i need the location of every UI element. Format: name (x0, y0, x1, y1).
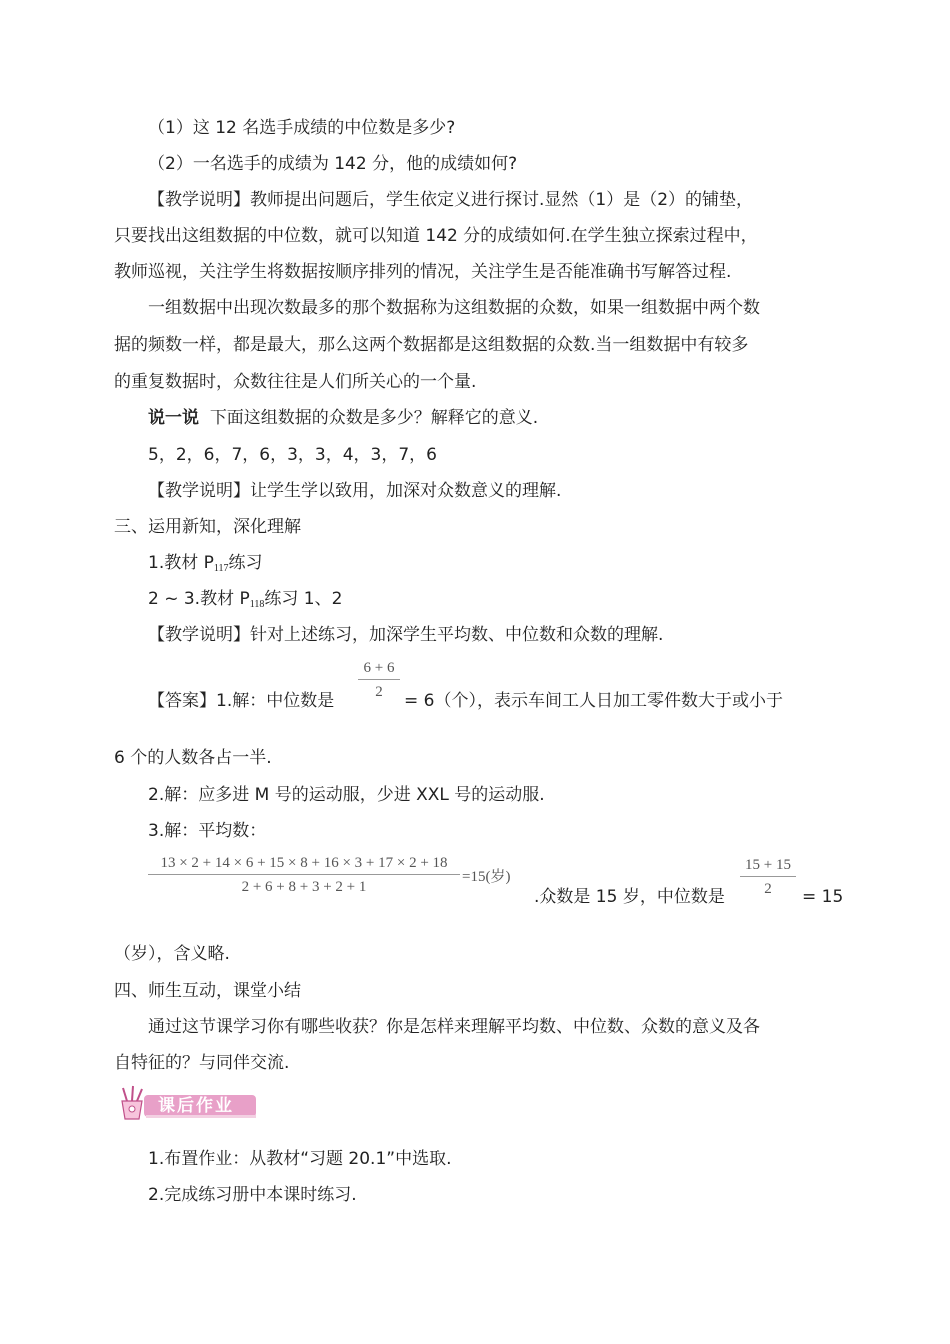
teaching-note-1-line-2: 只要找出这组数据的中位数，就可以知道 142 分的成绩如何.在学生独立探索过程中， (114, 226, 758, 246)
answer-3-mean-result: =15(岁) (462, 869, 511, 885)
teaching-note-2: 【教学说明】让学生学以致用，加深对众数意义的理解. (148, 481, 562, 501)
fraction-bar (358, 679, 400, 680)
answer-1-numerator: 6 + 6 (363, 660, 395, 676)
mode-definition-line-1: 一组数据中出现次数最多的那个数据称为这组数据的众数，如果一组数据中两个数 (148, 298, 760, 318)
exercise-2-prefix: 2 ~ 3.教材 P (148, 589, 250, 609)
pencil-cup-icon (122, 1086, 142, 1119)
mode-definition-line-2: 据的频数一样，都是最大，那么这两个数据都是这组数据的众数.当一组数据中有较多 (114, 335, 749, 355)
exercise-2-suffix: 练习 1、2 (264, 589, 343, 609)
data-list: 5，2，6，7，6，3，3，4，3，7，6 (148, 445, 437, 465)
answer-3-mean-fraction (148, 854, 460, 896)
question-2: （2）一名选手的成绩为 142 分，他的成绩如何? (148, 154, 518, 174)
answer-3-denominator: 2 + 6 + 8 + 3 + 2 + 1 (241, 879, 367, 895)
say-one-say (148, 406, 538, 430)
answer-3-median-result: = 15 (802, 887, 844, 907)
summary-line-2: 自特征的？与同伴交流. (114, 1053, 290, 1073)
exercise-2-page: 118 (249, 599, 265, 610)
answer-3-numerator: 13 × 2 + 14 × 6 + 15 × 8 + 16 × 3 + 17 × 2 + 18 (160, 855, 448, 871)
teaching-note-1-line-1: 【教学说明】教师提出问题后，学生依定义进行探讨.显然（1）是（2）的铺垫， (148, 190, 754, 210)
fraction-bar (740, 876, 796, 877)
mode-definition-line-3: 的重复数据时，众数往往是人们所关心的一个量. (114, 372, 477, 392)
summary-line-1: 通过这节课学习你有哪些收获？你是怎样来理解平均数、中位数、众数的意义及各 (148, 1017, 760, 1037)
answer-1-continued: 6 个的人数各占一半. (114, 748, 272, 768)
answer-3-label: 3.解：平均数： (148, 821, 267, 841)
answer-1-suffix: = 6（个），表示车间工人日加工零件数大于或小于 (404, 691, 783, 711)
say-label: 说一说 (148, 408, 199, 428)
homework-title: 课后作业 (158, 1096, 234, 1116)
exercise-1-page: 117 (213, 563, 229, 574)
answer-3-mode-text: .众数是 15 岁，中位数是 (534, 887, 725, 907)
section-4-heading: 四、师生互动，课堂小结 (114, 981, 301, 1001)
answer-1-denominator: 2 (375, 684, 383, 700)
answer-3-median-fraction (740, 856, 796, 898)
exercise-1-suffix: 练习 (228, 553, 263, 573)
question-1: （1）这 12 名选手成绩的中位数是多少? (148, 118, 456, 138)
exercise-1 (148, 551, 263, 581)
exercise-2 (148, 587, 342, 617)
homework-badge (116, 1085, 258, 1121)
exercise-1-prefix: 1.教材 P (148, 553, 214, 573)
answer-1-fraction (358, 659, 400, 701)
homework-item-2: 2.完成练习册中本课时练习. (148, 1185, 357, 1205)
answer-3-median-denominator: 2 (764, 881, 772, 897)
say-text: 下面这组数据的众数是多少？解释它的意义. (209, 408, 539, 428)
section-3-heading: 三、运用新知，深化理解 (114, 517, 301, 537)
teaching-note-1-line-3: 教师巡视，关注学生将数据按顺序排列的情况，关注学生是否能准确书写解答过程. (114, 262, 732, 282)
answer-2: 2.解：应多进 M 号的运动服，少进 XXL 号的运动服. (148, 785, 545, 805)
answer-1-prefix: 【答案】1.解：中位数是 (148, 691, 335, 711)
teaching-note-3: 【教学说明】针对上述练习，加深学生平均数、中位数和众数的理解. (148, 625, 664, 645)
answer-3-median-numerator: 15 + 15 (745, 857, 791, 873)
homework-item-1: 1.布置作业：从教材“习题 20.1”中选取. (148, 1149, 452, 1169)
answer-3-continued: （岁），含义略. (114, 944, 230, 964)
fraction-bar (148, 874, 460, 875)
